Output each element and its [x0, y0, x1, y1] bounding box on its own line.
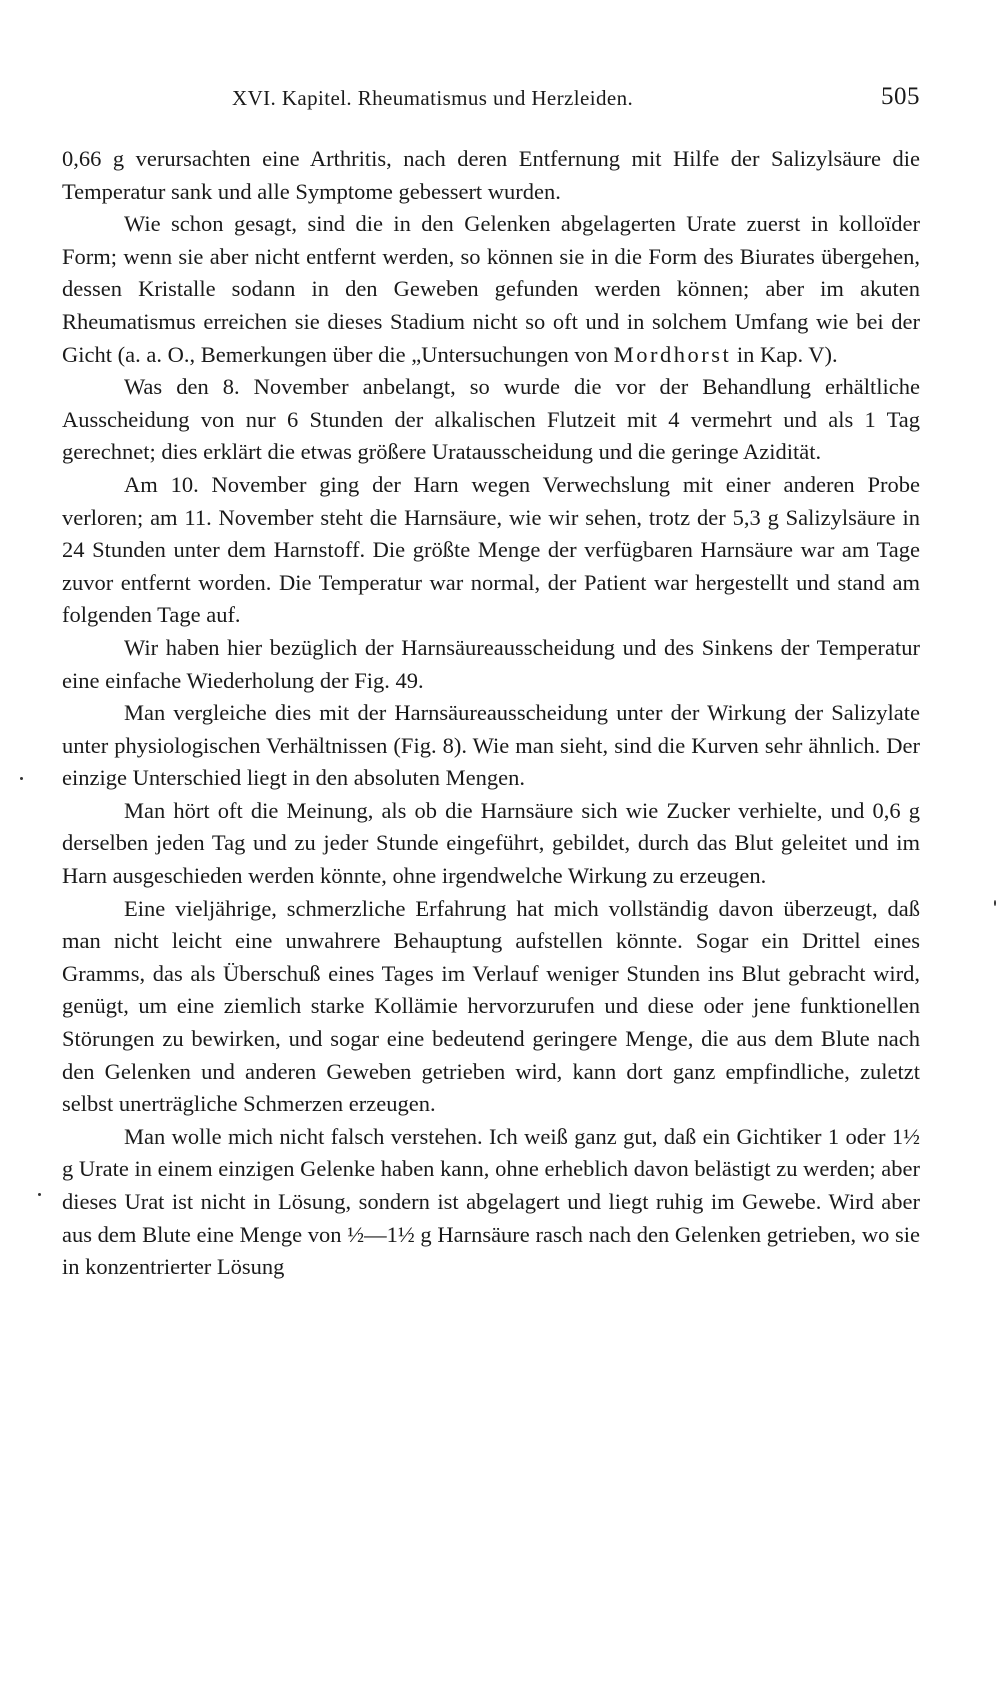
paragraph-6: Man vergleiche dies mit der Harnsäureausscheidung unter der Wirkung der Salizylate unter physiologischen Verhältnissen (Fig. 8). Wie man sieht, sind die Kurven sehr ähnlich. Der einzige Unterschied liegt in den absoluten Mengen. [62, 700, 920, 791]
paragraph-4: Am 10. November ging der Harn wegen Verwechslung mit einer anderen Probe verloren; am 11. November steht die Harnsäure, wie wir sehen, trotz der 5,3 g Salizylsäure in 24 Stunden unter dem Harnstoff. Die größte Menge der verfügbaren Harnsäure war am Tage zuvor entfernt worden. Die Temperatur war normal, der Patient war hergestellt und stand am folgenden Tage auf. [62, 471, 920, 628]
scan-speck [994, 900, 996, 906]
page-number: 505 [881, 83, 920, 110]
running-head [62, 83, 920, 120]
paragraph-2 [62, 208, 920, 371]
paragraph-2-text-after: in Kap. V). [731, 341, 838, 367]
running-title: XVI. Kapitel. Rheumatismus und Herzleiden. [232, 86, 634, 110]
paragraph-3: Was den 8. November anbelangt, so wurde die vor der Behandlung erhältliche Ausscheidung von nur 6 Stunden der alkalischen Flutzeit mit 4 vermehrt und als 1 Tag gerechnet; dies erklärt die etwas größere Uratausscheidung und die geringe Azidität. [62, 374, 920, 465]
scan-speck [20, 777, 23, 780]
paragraph-9: Man wolle mich nicht falsch verstehen. Ich weiß ganz gut, daß ein Gichtiker 1 oder 1½ g Urate in einem einzigen Gelenke haben kann, ohne erheblich davon belästigt zu werden; aber dieses Urat ist nicht in Lösung, sondern ist abgelagert und liegt ruhig im Gewebe. Wird aber aus dem Blute eine Menge von ½—1½ g Harnsäure rasch nach den Gelenken getrieben, wo sie in konzentrierter Lösung [62, 1123, 920, 1280]
body-text [62, 143, 920, 1284]
paragraph-7: Man hört oft die Meinung, als ob die Harnsäure sich wie Zucker verhielte, und 0,6 g derselben jeden Tag und zu jeder Stunde eingeführt, gebildet, durch das Blut geleitet und im Harn ausgeschieden werden könnte, ohne irgendwelche Wirkung zu erzeugen. [62, 797, 920, 889]
paragraph-5: Wir haben hier bezüglich der Harnsäureausscheidung und des Sinkens der Temperatur eine einfache Wiederholung der Fig. 49. [62, 634, 920, 693]
paragraph-8: Eine vieljährige, schmerzliche Erfahrung hat mich vollständig davon überzeugt, daß man nicht leicht eine unwahrere Behauptung aufstellen könnte. Sogar ein Drittel eines Gramms, das als Überschuß eines Tages im Verlauf weniger Stunden ins Blut gebracht wird, genügt, um eine ziemlich starke Kollämie hervorzurufen und diese oder jene funktionellen Störungen zu bewirken, und sogar eine bedeutend geringere Menge, die aus dem Blute nach den Gelenken und anderen Geweben getrieben wird, kann dort ganz empfindliche, zuletzt selbst unerträgliche Schmerzen erzeugen. [62, 895, 920, 1117]
author-name-mordhorst: Mordhorst [613, 341, 732, 367]
paragraph-2-text-before: Wie schon gesagt, sind die in den Gelenken abgelagerten Urate zuerst in kolloïder Form; wenn sie aber nicht entfernt werden, so können sie in die Form des Biurates übergehen, dessen Kristalle sodann in den Geweben gefunden werden können; aber im akuten Rheumatismus erreichen sie dieses Stadium nicht so oft und in solchem Umfang wie bei der Gicht (a. a. O., Bemerkungen über die „Untersuchungen von [62, 211, 920, 367]
scan-speck [38, 1193, 41, 1196]
paragraph-1: 0,66 g verursachten eine Arthritis, nach deren Entfernung mit Hilfe der Salizylsäure die Temperatur sank und alle Symptome gebessert wurden. [62, 146, 920, 204]
